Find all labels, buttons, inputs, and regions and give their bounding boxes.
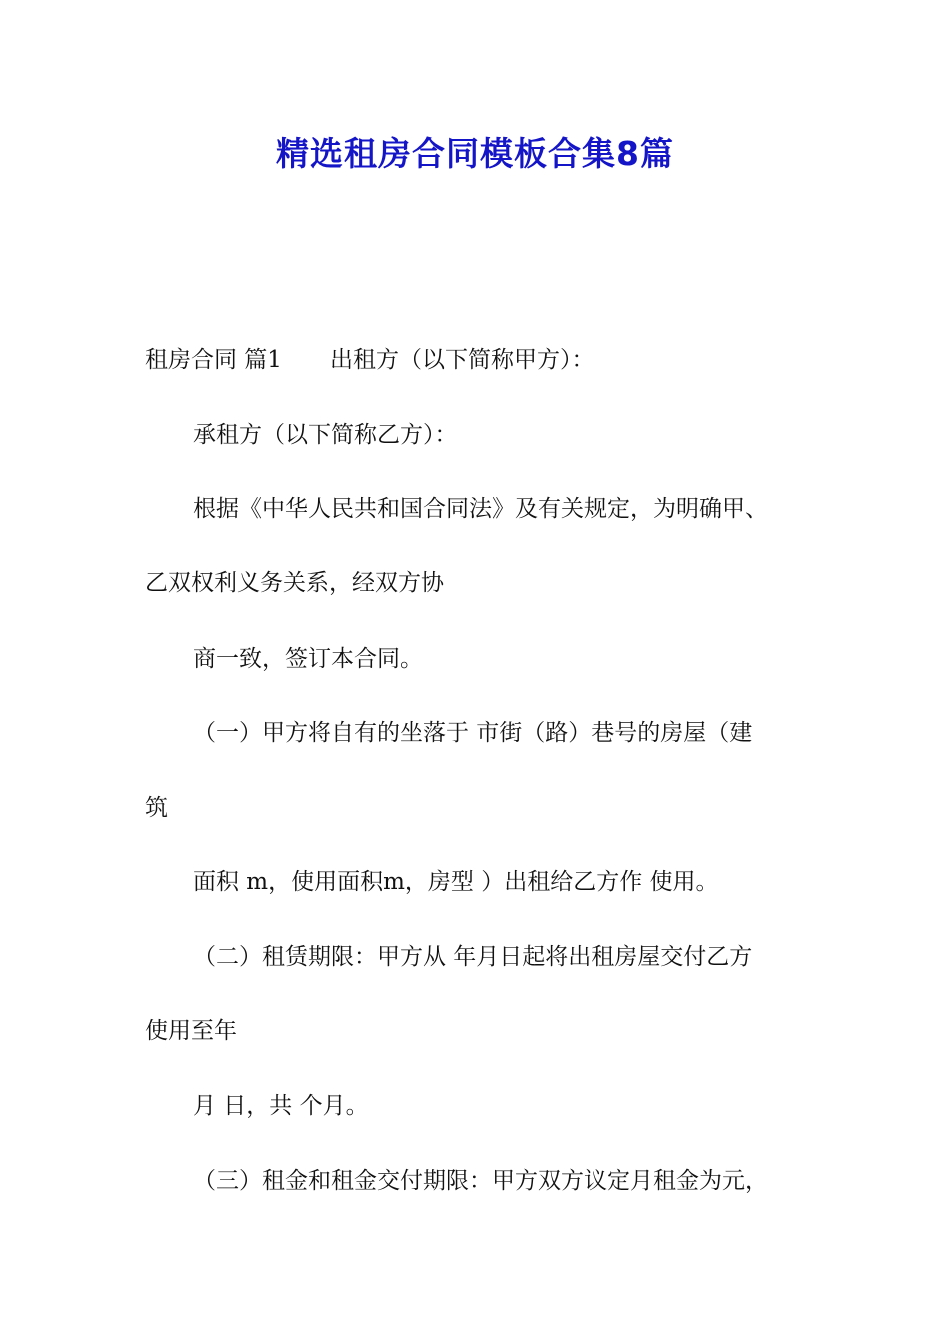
- section-label: 租房合同 篇1: [145, 347, 282, 373]
- paragraph-line: 面积 m，使用面积m，房型 ）出租给乙方作 使用。: [193, 869, 719, 895]
- paragraph-line: （二）租赁期限：甲方从 年月日起将出租房屋交付乙方: [193, 944, 753, 970]
- paragraph-line: 承租方（以下简称乙方）：: [193, 422, 458, 448]
- paragraph-line: 月 日，共 个月。: [193, 1093, 369, 1119]
- paragraph-line: 筑: [145, 795, 168, 821]
- paragraph-line: 乙双权利义务关系，经双方协: [145, 570, 444, 596]
- paragraph-line: 使用至年: [145, 1018, 237, 1044]
- paragraph-line: 商一致，签订本合同。: [193, 646, 423, 672]
- document-title: 精选租房合同模板合集8篇: [276, 134, 674, 173]
- paragraph-line: （一）甲方将自有的坐落于 市街（路）巷号的房屋（建: [193, 720, 753, 746]
- paragraph-line: 根据《中华人民共和国合同法》及有关规定，为明确甲、: [193, 496, 768, 522]
- paragraph-line: （三）租金和租金交付期限：甲方双方议定月租金为元，: [193, 1168, 768, 1194]
- first-paragraph-line: [145, 345, 594, 375]
- paragraph-line: 出租方（以下简称甲方）：: [329, 347, 595, 373]
